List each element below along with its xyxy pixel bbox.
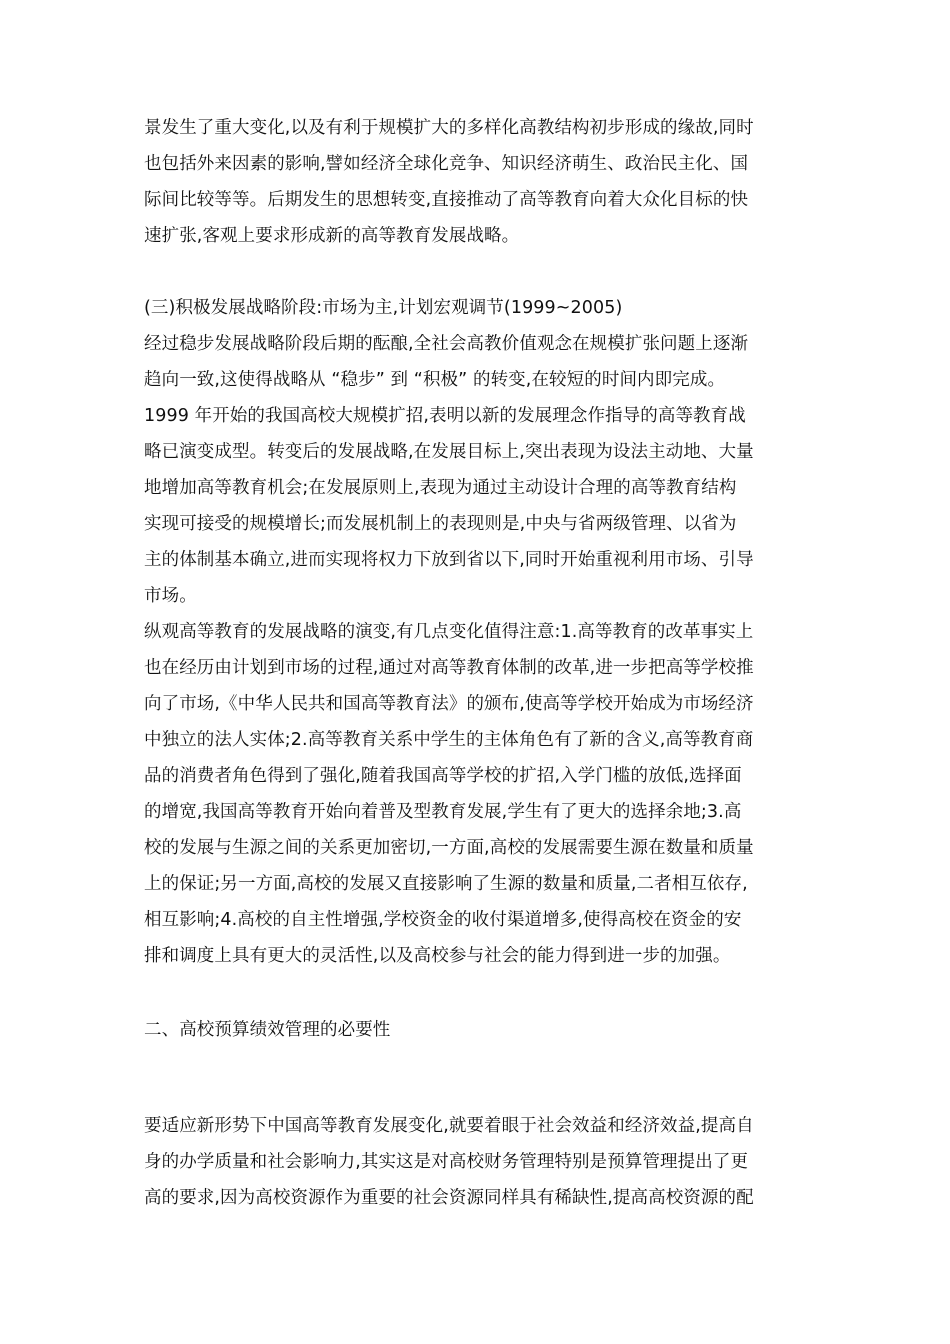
- paragraph-line: 略已演变成型。转变后的发展战略,在发展目标上,突出表现为设法主动地、大量: [144, 442, 754, 462]
- section-heading: 二、高校预算绩效管理的必要性: [144, 1020, 391, 1040]
- paragraph-line: 1999 年开始的我国高校大规模扩招,表明以新的发展理念作指导的高等教育战: [144, 406, 746, 426]
- paragraph-line: 市场。: [144, 586, 197, 606]
- paragraph-line: 也在经历由计划到市场的过程,通过对高等教育体制的改革,进一步把高等学校推: [144, 658, 754, 678]
- paragraph-line: 向了市场,《中华人民共和国高等教育法》的颁布,使高等学校开始成为市场经济: [144, 694, 754, 714]
- section-heading: (三)积极发展战略阶段:市场为主,计划宏观调节(1999~2005): [144, 298, 623, 318]
- paragraph-line: 相互影响;4.高校的自主性增强,学校资金的收付渠道增多,使得高校在资金的安: [144, 910, 742, 930]
- paragraph-line: 也包括外来因素的影响,譬如经济全球化竞争、知识经济萌生、政治民主化、国: [144, 154, 749, 174]
- paragraph-line: 中独立的法人实体;2.高等教育关系中学生的主体角色有了新的含义,高等教育商: [144, 730, 754, 750]
- paragraph-line: 速扩张,客观上要求形成新的高等教育发展战略。: [144, 226, 520, 246]
- paragraph-line: 的增宽,我国高等教育开始向着普及型教育发展,学生有了更大的选择余地;3.高: [144, 802, 742, 822]
- paragraph-line: 际间比较等等。后期发生的思想转变,直接推动了高等教育向着大众化目标的快: [144, 190, 749, 210]
- paragraph-line: 纵观高等教育的发展战略的演变,有几点变化值得注意:1.高等教育的改革事实上: [144, 622, 754, 642]
- paragraph-line: 高的要求,因为高校资源作为重要的社会资源同样具有稀缺性,提高高校资源的配: [144, 1188, 754, 1208]
- paragraph-line: 要适应新形势下中国高等教育发展变化,就要着眼于社会效益和经济效益,提高自: [144, 1116, 754, 1136]
- paragraph-line: 排和调度上具有更大的灵活性,以及高校参与社会的能力得到进一步的加强。: [144, 946, 731, 966]
- paragraph-line: 趋向一致,这使得战略从 “稳步” 到 “积极” 的转变,在较短的时间内即完成。: [144, 370, 726, 390]
- paragraph-line: 身的办学质量和社会影响力,其实这是对高校财务管理特别是预算管理提出了更: [144, 1152, 749, 1172]
- paragraph-line: 景发生了重大变化,以及有利于规模扩大的多样化高教结构初步形成的缘故,同时: [144, 118, 754, 138]
- paragraph-line: 上的保证;另一方面,高校的发展又直接影响了生源的数量和质量,二者相互依存,: [144, 874, 748, 894]
- paragraph-line: 实现可接受的规模增长;而发展机制上的表现则是,中央与省两级管理、以省为: [144, 514, 737, 534]
- paragraph-line: 主的体制基本确立,进而实现将权力下放到省以下,同时开始重视利用市场、引导: [144, 550, 754, 570]
- paragraph-line: 地增加高等教育机会;在发展原则上,表现为通过主动设计合理的高等教育结构: [144, 478, 737, 498]
- paragraph-line: 经过稳步发展战略阶段后期的酝酿,全社会高教价值观念在规模扩张问题上逐渐: [144, 334, 749, 354]
- paragraph-line: 校的发展与生源之间的关系更加密切,一方面,高校的发展需要生源在数量和质量: [144, 838, 754, 858]
- paragraph-line: 品的消费者角色得到了强化,随着我国高等学校的扩招,入学门槛的放低,选择面: [144, 766, 742, 786]
